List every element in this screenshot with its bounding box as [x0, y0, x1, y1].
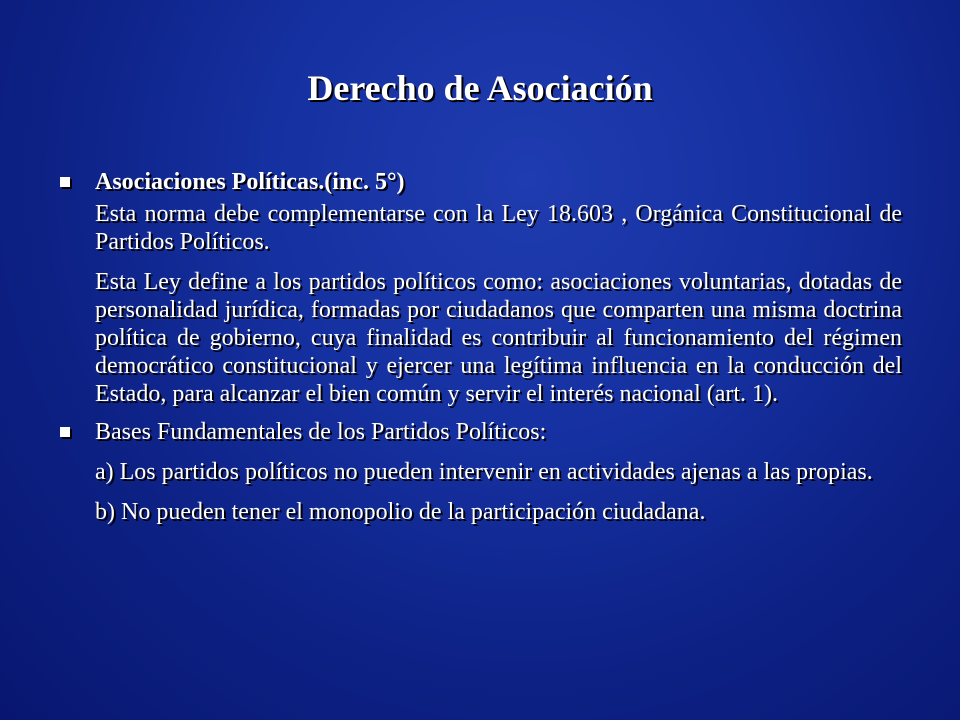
- bullet-item-bases-fundamentales: [60, 418, 902, 446]
- paragraph-base-b: b) No pueden tener el monopolio de la participación ciudadana.: [95, 499, 706, 525]
- paragraph-complement-law: Esta norma debe complementarse con la Ley 18.603 , Orgánica Constitucional de Partidos Políticos.: [95, 201, 902, 255]
- square-bullet-icon: [60, 177, 70, 187]
- bullet-heading: Bases Fundamentales de los Partidos Políticos:: [95, 419, 547, 445]
- paragraph-law-definition: Esta Ley define a los partidos políticos como: asociaciones voluntarias, dotadas de personalidad jurídica, formadas por ciudadanos que comparten una misma doctrina política de gobierno, cuya finalidad es contribuir al funcionamiento del régimen democrático constitucional y ejercer una legítima influencia en la conducción del Estado, para alcanzar el bien común y servir el interés nacional (art. 1).: [95, 269, 902, 407]
- square-bullet-icon: [60, 427, 70, 437]
- bullet-heading: Asociaciones Políticas.(inc. 5°): [95, 169, 405, 195]
- bullet-item-asociaciones-politicas: [60, 168, 902, 196]
- paragraph-base-a: a) Los partidos políticos no pueden intervenir en actividades ajenas a las propias.: [95, 459, 873, 485]
- slide-content: [60, 168, 902, 526]
- slide-title: Derecho de Asociación: [307, 68, 653, 108]
